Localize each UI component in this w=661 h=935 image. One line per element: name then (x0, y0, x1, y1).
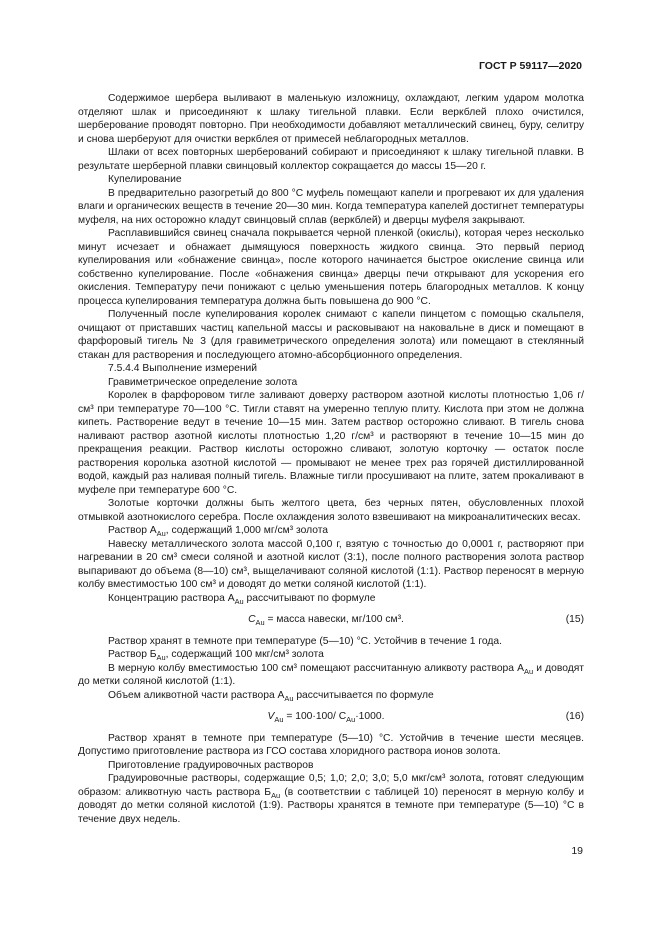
paragraph: В предварительно разогретый до 800 °С муфель помещают капели и прогревают их для удаления влаги и органических веществ в течение 20—30 мин. Когда температура капелей достигнет температуры муфеля, на них осторожно кладут свинцовый сплав (веркблей) и дверцы муфеля закрывают. (78, 187, 584, 226)
paragraph: Золотые корточки должны быть желтого цвета, без черных пятен, обусловленных плохой отмывкой азотнокислого серебра. После охлаждения золото взвешивают на микроаналитических весах. (78, 498, 584, 523)
section-heading: Гравиметрическое определение золота (108, 376, 298, 388)
body-text (78, 92, 584, 826)
formula-16 (78, 710, 584, 724)
paragraph: Королек в фарфоровом тигле заливают доверху раствором азотной кислоты плотностью 1,06 г/см³ при температуре 70—100 °С. Тигли ставят на умеренно теплую плиту. Кислота при этом не должна кипеть. Растворение ведут в течение 10—15 мин. Затем раствор осторожно сливают. В тигель снова наливают раствор азотной кислоты плотностью 1,20 г/см³ и растворяют в течение 10—15 мин до прекращения реакции. Раствор кислоты осторожно сливают, золотую корточку — остаток после растворения королька азотной кислотой — промывают не менее трех раз горячей дистиллированной водой, каждый раз наливая полный тигель. Влажные тигли просушивают на плите, затем прокаливают в муфеле при температуре 600 °С. (78, 390, 584, 496)
formula-15 (78, 613, 584, 627)
formula-number: (16) (565, 711, 584, 722)
paragraph: Расплавившийся свинец сначала покрывается черной пленкой (окислы), которая через несколько минут исчезает и обнажает дымящуюся поверхность жидкого свинца. Это первый период купелирования или «обнажение свинца», после которого начинается быстрое окисление свинца или собственно купелирование. После «обнажения свинца» дверцы печи открывают для ускорения его окисления. Температуру печи понижают с целью уменьшения потерь благородных металлов. К концу процесса купелирования температура должна быть повышена до 900 °С. (78, 228, 584, 307)
formula-expression: $V_{Au} = 100\cdot 100/$ $C_{Au}\cdot 1000$. (267, 711, 385, 725)
paragraph: Раствор хранят в темноте при температуре (5—10) °С. Устойчив в течение 1 года. (108, 635, 503, 647)
standard-designation: ГОСТ Р 59117—2020 (478, 60, 582, 72)
paragraph: Раствор хранят в темноте при температуре (5—10) °С. Устойчив в течение шести месяцев. Допустимо приготовление раствора из ГСО состава хлоридного раствора ионов золота. (78, 732, 584, 757)
paragraph: Концентрацию раствора $А_{Au}$ рассчитывают по формуле (108, 592, 376, 606)
paragraph: Шлаки от всех повторных шерберований собирают и присоединяют к шлаку тигельной плавки. В результате шерберной плавки свинцовый коллектор сокращается до массы 15—20 г. (78, 147, 584, 172)
paragraph: Полученный после купелирования королек снимают с капели пинцетом с помощью скальпеля, очищают от приставших частиц капельной массы и расковывают на наковальне в диск и помещают в фарфоровый тигель № 3 (для гравиметрического определения золота) или помещают в стеклянный стакан для растворения и последующего атомно-абсорбционного определения. (78, 309, 584, 361)
section-heading: Раствор $Б_{Au}$, содержащий 100 мкг/см³ золота (108, 649, 324, 663)
paragraph: Объем аликвотной части раствора $А_{Au}$ рассчитывается по формуле (108, 689, 434, 703)
paragraph: Содержимое шербера выливают в маленькую изложницу, охлаждают, легким ударом молотка отделяют шлак и присоединяют к шлаку тигельной плавки. Если веркблей плохо очистился, шерберование проводят повторно. При необходимости добавляют металлический свинец, буру, селитру и снова шерберуют для очистки веркблея от примесей неблагородных металлов. (78, 93, 584, 145)
section-heading: Приготовление градуировочных растворов (108, 759, 314, 771)
paragraph: Градуировочные растворы, содержащие 0,5; 1,0; 2,0; 3,0; 5,0 мкг/см³ золота, готовят следующим образом: аликвотную часть раствора $Б_{Au}$ (в соответствии с таблицей 10) переносят в мерную колбу и доводят до метки соляной кислотой (1:9). Растворы хранятся в темноте при температуре (5—10) °С в течение двух недель. (78, 773, 585, 825)
section-heading: 7.5.4.4 Выполнение измерений (108, 363, 258, 374)
paragraph: В мерную колбу вместимостью 100 см³ помещают рассчитанную аликвоту раствора $А_{Au}$ и доводят до метки соляной кислотой (1:1). (78, 662, 584, 687)
section-heading: Раствор $А_{Au}$, содержащий 1,000 мг/см³ золота (108, 525, 329, 539)
formula-expression: $С_{Au}$ = масса навески, мг/100 см³. (248, 614, 404, 628)
page-number: 19 (571, 845, 583, 857)
section-heading: Купелирование (108, 174, 182, 185)
paragraph: Навеску металлического золота массой 0,100 г, взятую с точностью до 0,0001 г, растворяют при нагревании в 20 см³ смеси соляной и азотной кислот (3:1), после полного растворения золота раствор выпаривают до объема (8—10) см³, выщелачивают соляной кислотой (1:1). Раствор переносят в мерную колбу вместимостью 100 см³ и доводят до метки соляной кислотой (1:1). (78, 538, 584, 590)
formula-number: (15) (565, 614, 584, 625)
